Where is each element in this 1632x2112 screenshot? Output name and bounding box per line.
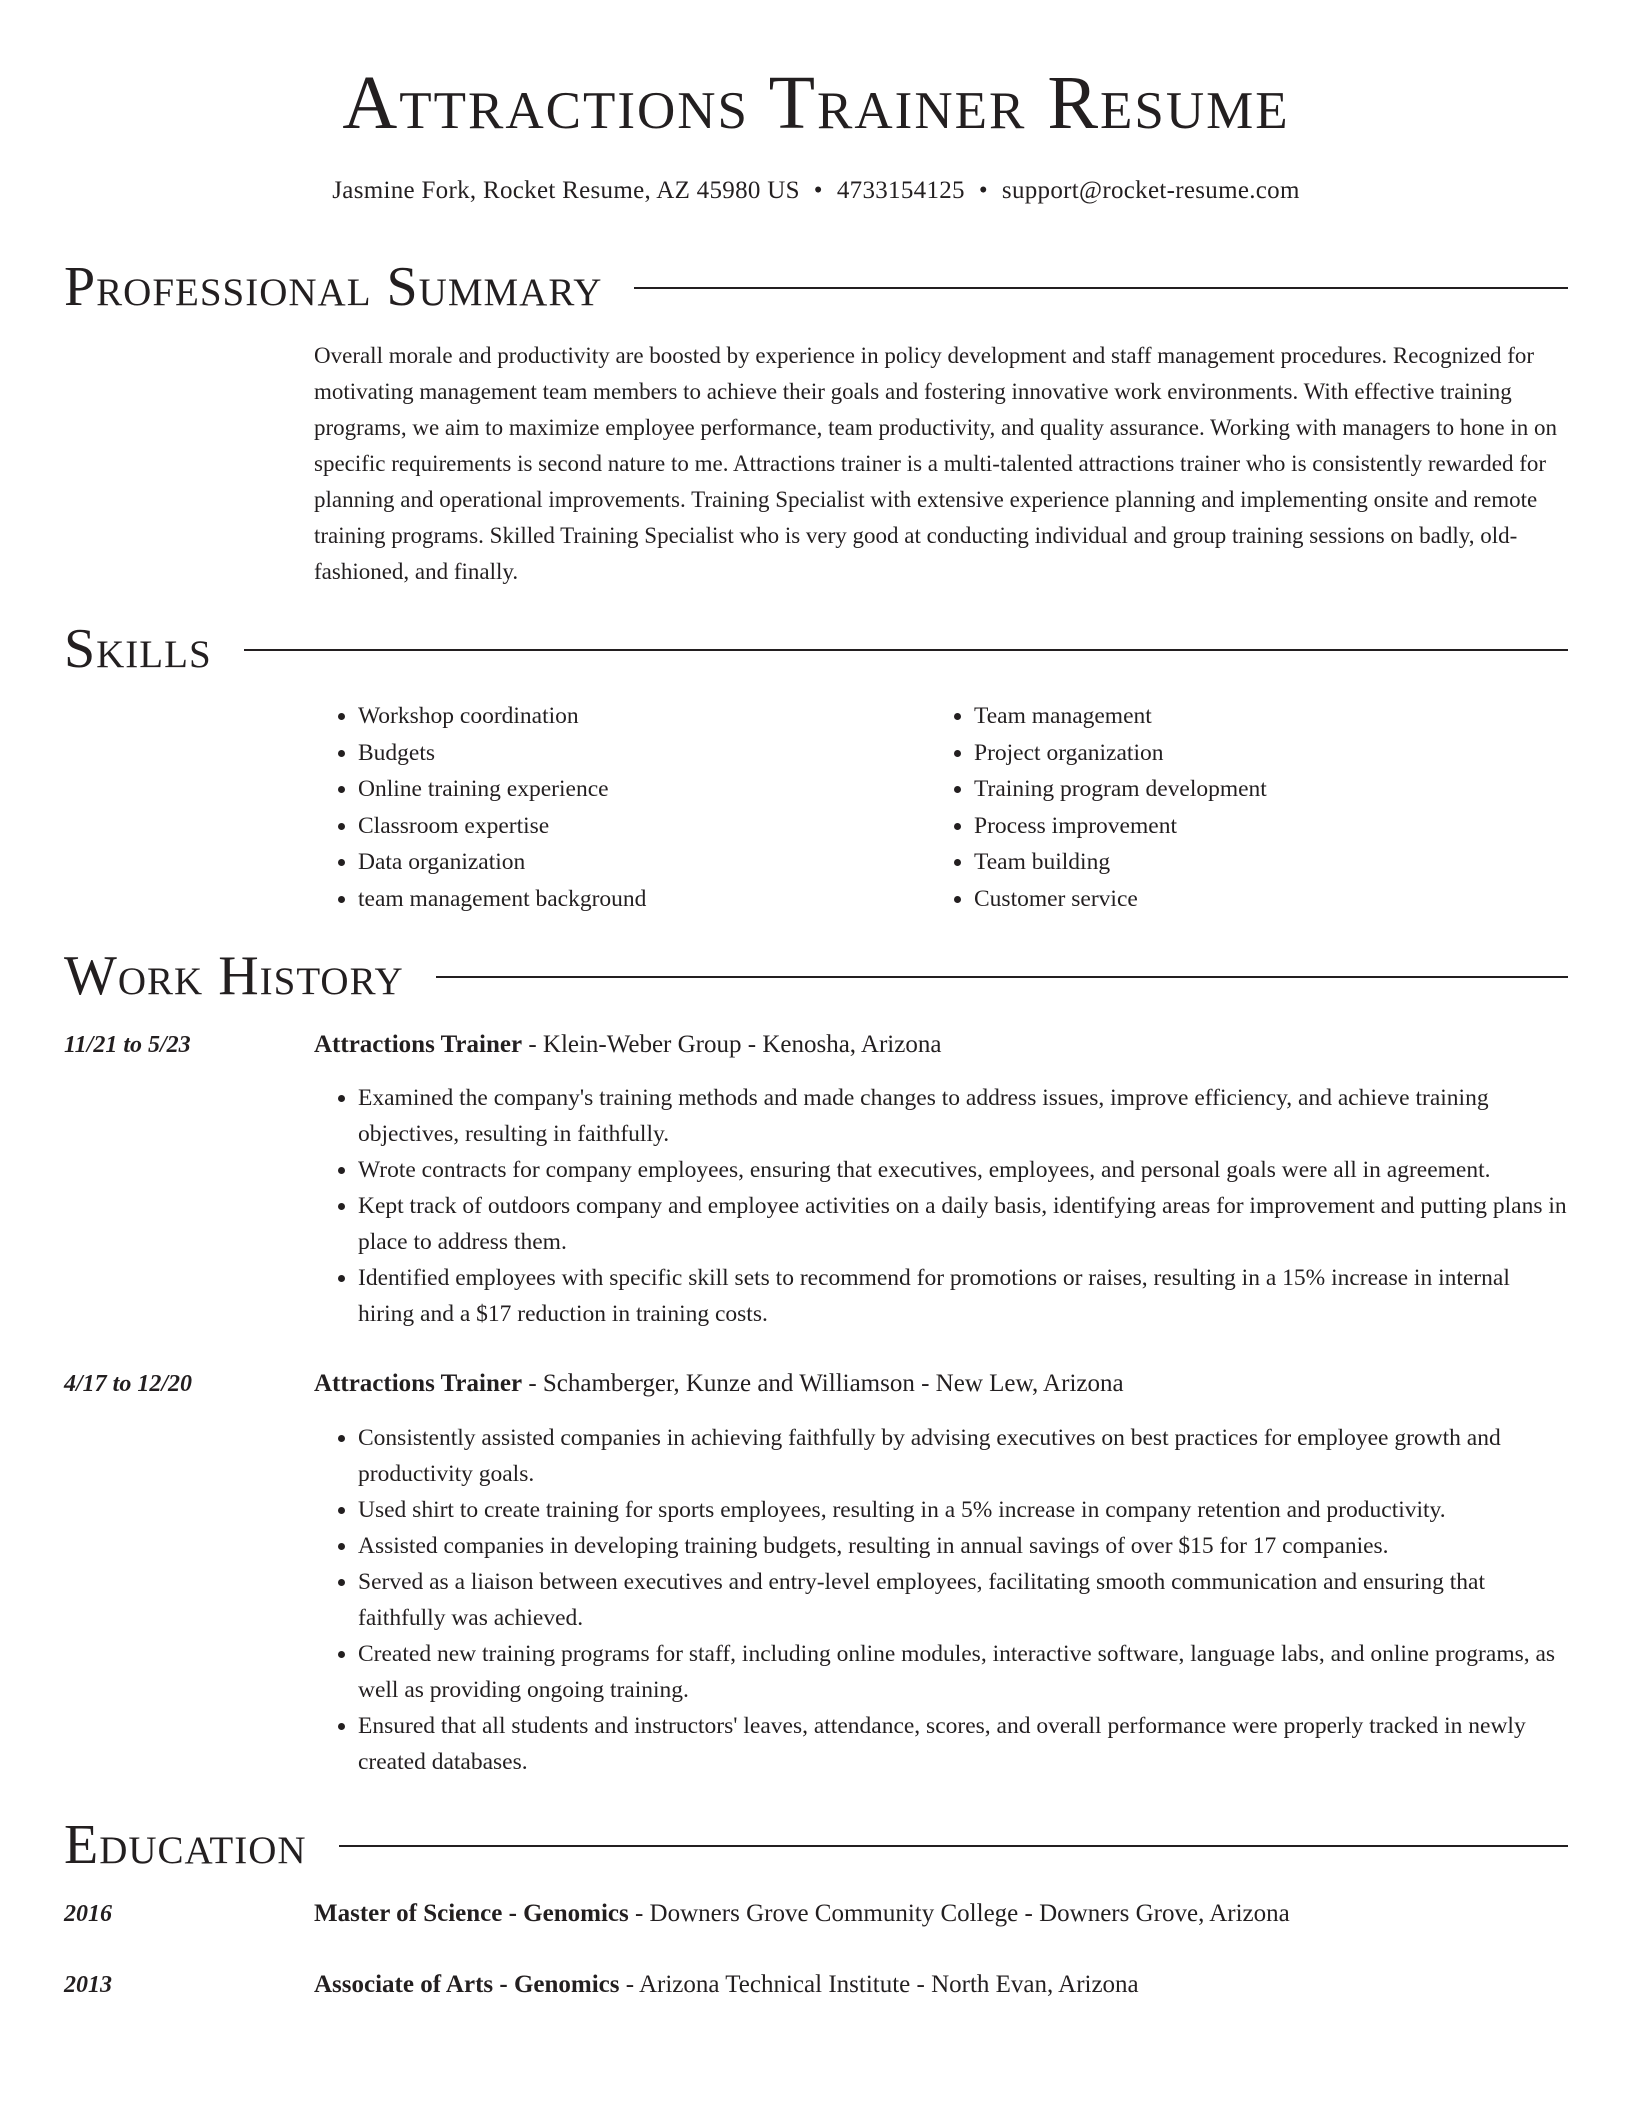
contact-email: support@rocket-resume.com <box>1001 177 1300 204</box>
skill-item: • Data organization <box>358 844 646 881</box>
skill-item: • Budgets <box>358 735 646 772</box>
section-header-work-history <box>64 945 1568 1007</box>
section-heading: Education <box>64 1814 307 1876</box>
contact-address: Jasmine Fork, Rocket Resume, AZ 45980 US <box>332 177 800 204</box>
section-heading: Professional Summary <box>64 256 603 318</box>
skill-item: • Online training experience <box>358 771 646 808</box>
resume-title: Attractions Trainer Resume <box>342 61 1290 145</box>
job-dates: 11/21 to 5/23 <box>64 1032 191 1058</box>
education-heading <box>314 1968 1139 2002</box>
contact-line <box>0 174 1632 208</box>
contact-separator: • <box>978 177 988 204</box>
skills-list-right <box>930 698 1267 918</box>
degree: Master of Science - Genomics <box>314 1900 629 1927</box>
section-header-summary <box>64 256 1568 318</box>
job-bullet: • Created new training programs for staff, including online modules, interactive software, language labs, and online programs, as well as providing ongoing training. <box>358 1636 1568 1708</box>
job-bullets <box>314 1420 1568 1780</box>
section-divider <box>244 649 1568 651</box>
job-bullets <box>314 1080 1568 1332</box>
school-location: - Arizona Technical Institute - North Evan, Arizona <box>619 1971 1139 1998</box>
degree: Associate of Arts - Genomics <box>314 1971 620 1998</box>
education-year: 2013 <box>64 1972 112 1998</box>
section-heading: Work History <box>64 945 404 1007</box>
skill-item: • Classroom expertise <box>358 808 646 845</box>
skill-item: • Customer service <box>974 881 1267 918</box>
contact-separator: • <box>813 177 823 204</box>
job-bullet: • Wrote contracts for company employees, ensuring that executives, employees, and personal goals were all in agreement. <box>358 1152 1568 1188</box>
job-title: Attractions Trainer <box>314 1370 523 1397</box>
job-employer-location: - Klein-Weber Group - Kenosha, Arizona <box>522 1031 942 1058</box>
skill-item: • team management background <box>358 881 646 918</box>
section-divider <box>339 1845 1568 1847</box>
section-heading: Skills <box>64 618 212 680</box>
job-bullet: • Examined the company's training methods and made changes to address issues, improve efficiency, and achieve training objectives, resulting in faithfully. <box>358 1080 1568 1152</box>
skill-item: • Training program development <box>974 771 1267 808</box>
job-bullet: • Identified employees with specific skill sets to recommend for promotions or raises, resulting in a 15% increase in internal hiring and a $17 reduction in training costs. <box>358 1260 1568 1332</box>
job-heading <box>314 1028 941 1062</box>
job-bullet: • Ensured that all students and instructors' leaves, attendance, scores, and overall performance were properly tracked in newly created databases. <box>358 1708 1568 1780</box>
skill-item: • Team management <box>974 698 1267 735</box>
contact-phone: 4733154125 <box>836 177 965 204</box>
job-bullet: • Assisted companies in developing training budgets, resulting in annual savings of over $15 for 17 companies. <box>358 1528 1568 1564</box>
job-bullet: • Used shirt to create training for sports employees, resulting in a 5% increase in company retention and productivity. <box>358 1492 1568 1528</box>
job-heading <box>314 1367 1124 1401</box>
job-employer-location: - Schamberger, Kunze and Williamson - New Lew, Arizona <box>522 1370 1124 1397</box>
section-divider <box>634 287 1568 289</box>
skill-item: • Workshop coordination <box>358 698 646 735</box>
section-header-education <box>64 1814 1568 1876</box>
job-bullet: • Kept track of outdoors company and employee activities on a daily basis, identifying areas for improvement and putting plans in place to address them. <box>358 1188 1568 1260</box>
job-title: Attractions Trainer <box>314 1031 523 1058</box>
school-location: - Downers Grove Community College - Downers Grove, Arizona <box>628 1900 1290 1927</box>
education-heading <box>314 1897 1290 1931</box>
job-bullet: • Consistently assisted companies in achieving faithfully by advising executives on best practices for employee growth and productivity goals. <box>358 1420 1568 1492</box>
skills-list-left <box>314 698 646 918</box>
skill-item: • Process improvement <box>974 808 1267 845</box>
skill-item: • Project organization <box>974 735 1267 772</box>
job-dates: 4/17 to 12/20 <box>64 1371 193 1397</box>
job-bullet: • Served as a liaison between executives and entry-level employees, facilitating smooth communication and ensuring that faithfully was achieved. <box>358 1564 1568 1636</box>
section-divider <box>436 976 1568 978</box>
summary-text: Overall morale and productivity are boosted by experience in policy development and staff management procedures. Recognized for motivating management team members to achieve their goals and fostering innovative work environments. With effective training programs, we aim to maximize employee performance, team productivity, and quality assurance. Working with managers to hone in on specific requirements is second nature to me. Attractions trainer is a multi-talented attractions trainer who is consistently rewarded for planning and operational improvements. Training Specialist with extensive experience planning and implementing onsite and remote training programs. Skilled Training Specialist who is very good at conducting individual and group training sessions on badly, old-fashioned, and finally. <box>314 343 1557 584</box>
section-header-skills <box>64 618 1568 680</box>
education-year: 2016 <box>64 1901 112 1927</box>
skill-item: • Team building <box>974 844 1267 881</box>
